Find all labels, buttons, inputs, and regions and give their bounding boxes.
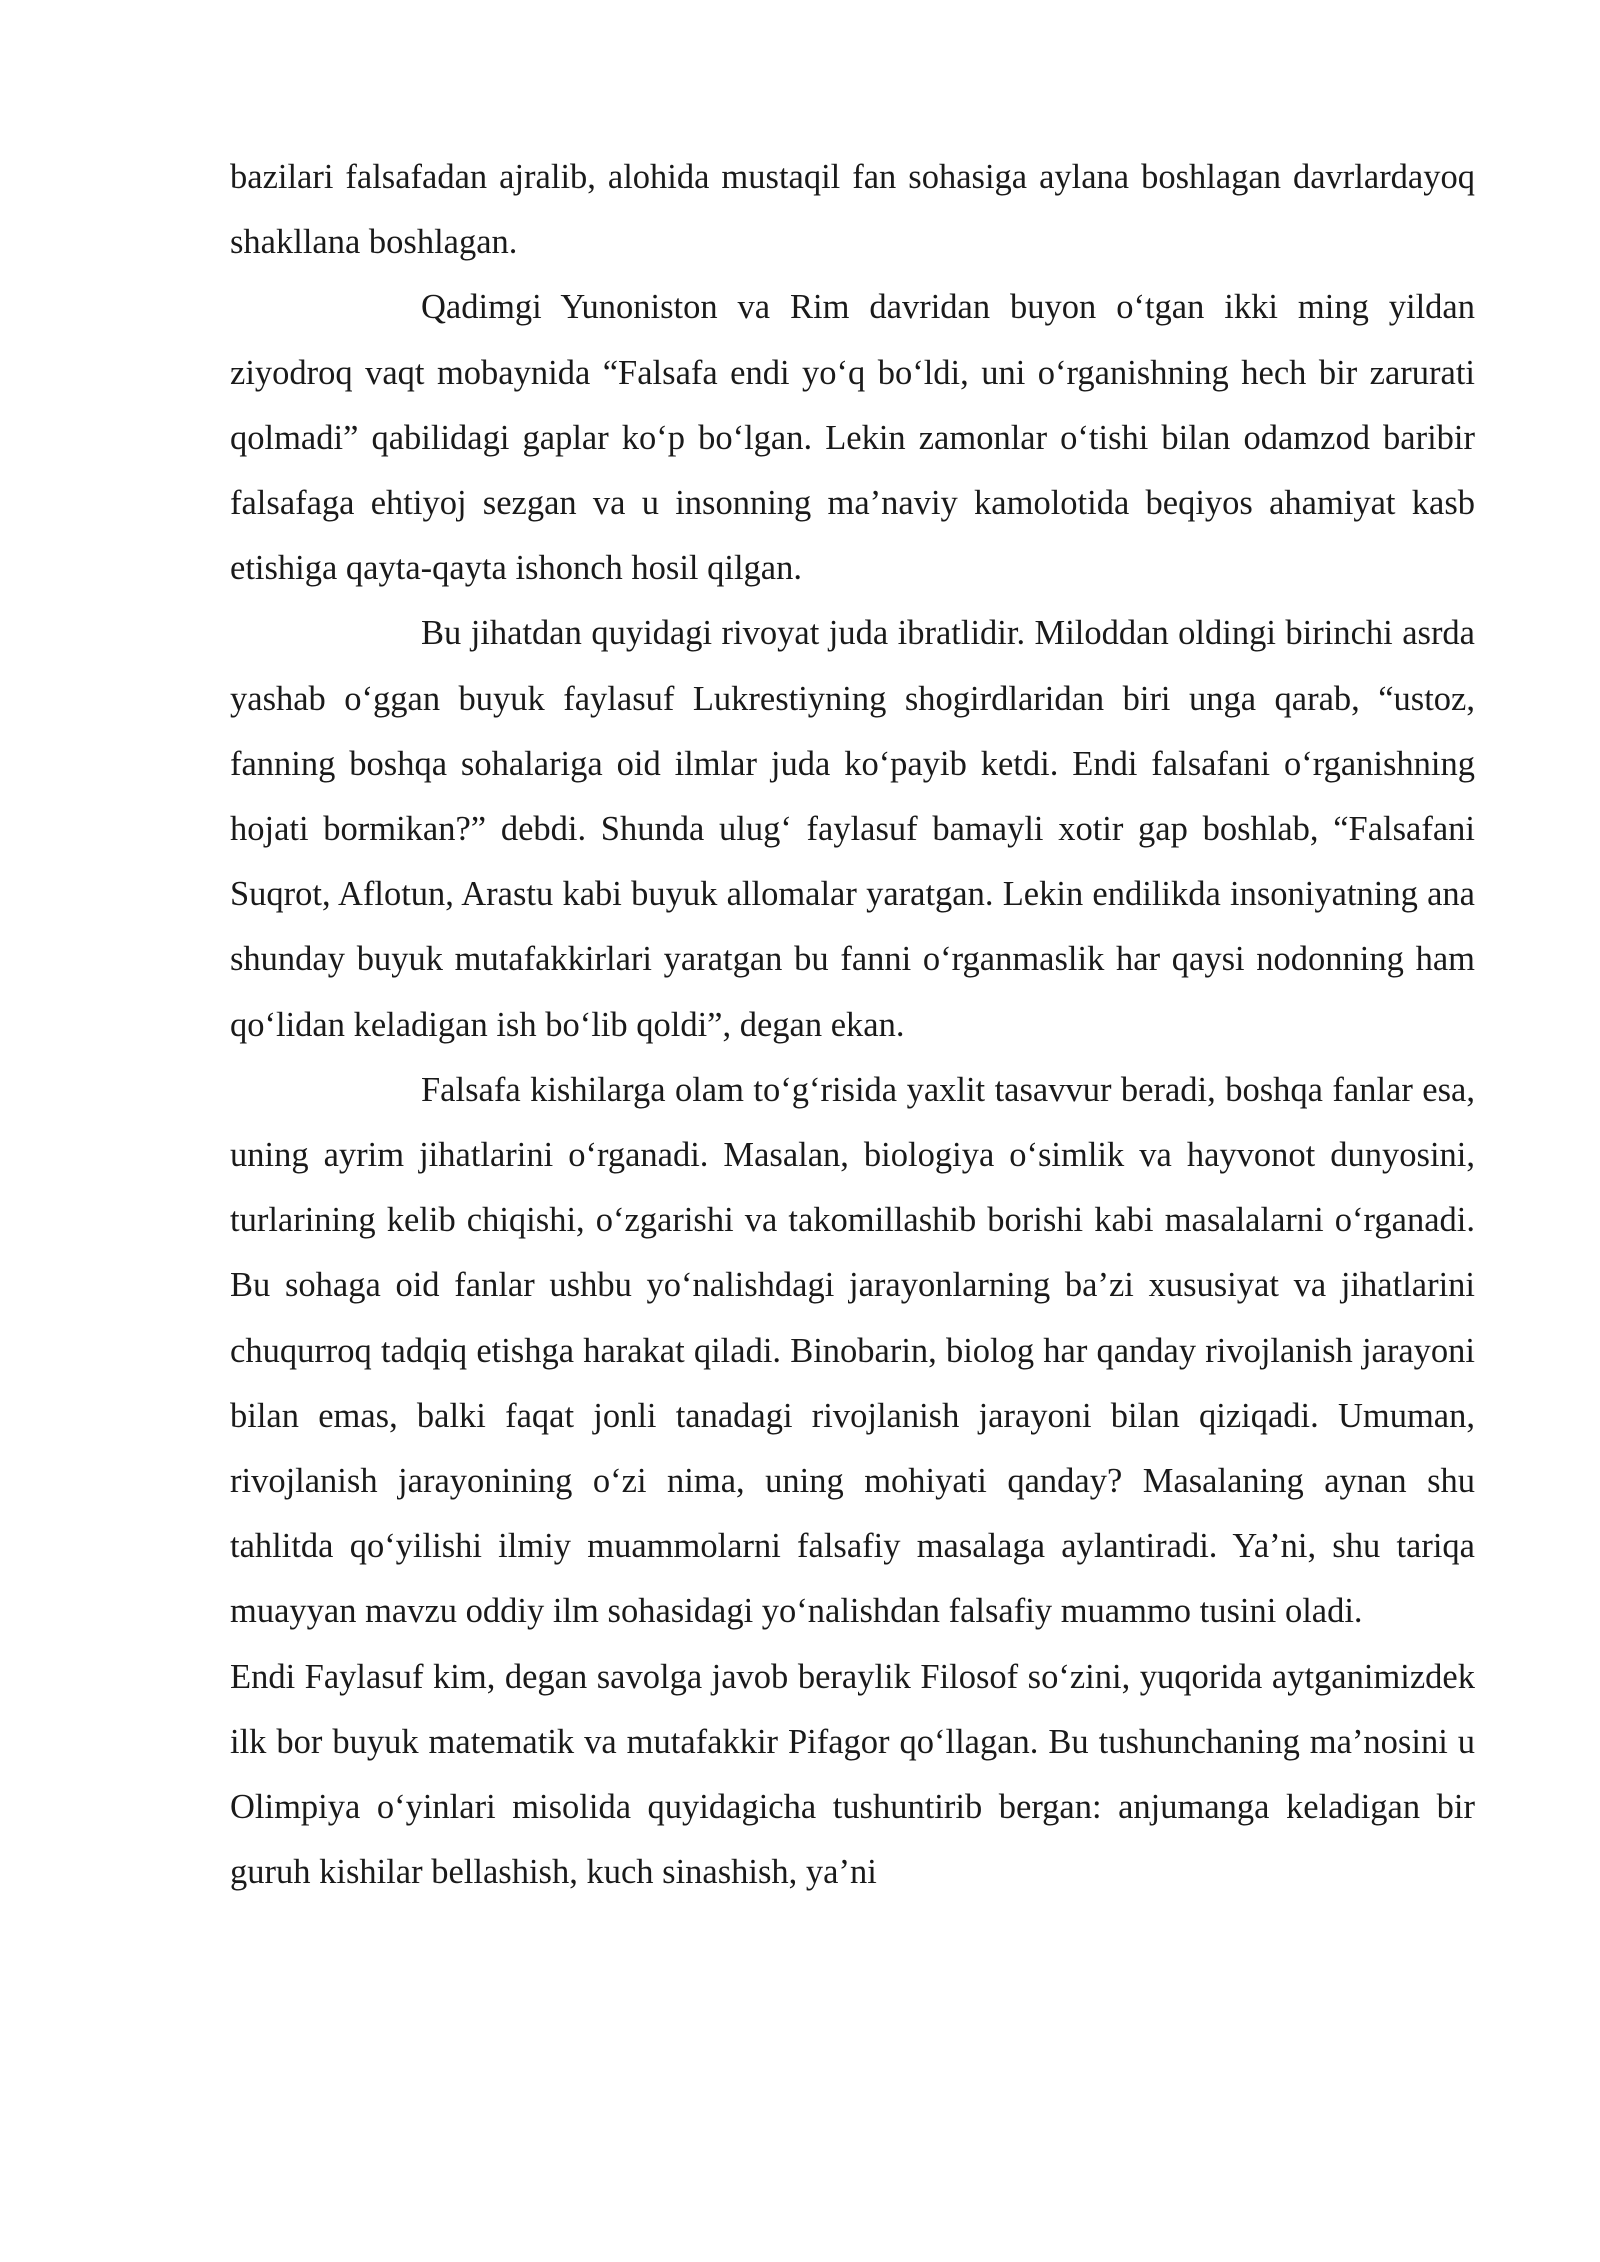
paragraph-3: Bu jihatdan quyidagi rivoyat juda ibratlidir. Miloddan oldingi birinchi asrda yashab o‘ggan buyuk faylasuf Lukrestiyning shogirdlaridan biri unga qarab, “ustoz, fanning boshqa sohalariga oid ilmlar juda ko‘payib ketdi. Endi falsafani o‘rganishning hojati bormikan?” debdi. Shunda ulug‘ faylasuf bamayli xotir gap boshlab, “Falsafani Suqrot, Aflotun, Arastu kabi buyuk allomalar yaratgan. Lekin endilikda insoniyatning ana shunday buyuk mutafakkirlari yaratgan bu fanni o‘rganmaslik har qaysi nodonning ham qo‘lidan keladigan ish bo‘lib qoldi”, degan ekan. xyxy=(230,614,1475,1044)
paragraph-5: Endi Faylasuf kim, degan savolga javob beraylik Filosof so‘zini, yuqorida aytganimizdek ilk bor buyuk matematik va mutafakkir Pifagor qo‘llagan. Bu tushunchaning ma’nosini u Olimpiya o‘yinlari misolida quyidagicha tushuntirib bergan: anjumanga keladigan bir guruh kishilar bellashish, kuch sinashish, ya’ni xyxy=(230,1657,1475,1892)
paragraph-2: Qadimgi Yunoniston va Rim davridan buyon o‘tgan ikki ming yildan ziyodroq vaqt mobaynida “Falsafa endi yo‘q bo‘ldi, uni o‘rganishning hech bir zarurati qolmadi” qabilidagi gaplar ko‘p bo‘lgan. Lekin zamonlar o‘tishi bilan odamzod baribir falsafaga ehtiyoj sezgan va u insonning ma’naviy kamolotida beqiyos ahamiyat kasb etishiga qayta-qayta ishonch hosil qilgan. xyxy=(230,288,1475,588)
paragraph-4: Falsafa kishilarga olam to‘g‘risida yaxlit tasavvur beradi, boshqa fanlar esa, uning ayrim jihatlarini o‘rganadi. Masalan, biologiya o‘simlik va hayvonot dunyosini, turlarining kelib chiqishi, o‘zgarishi va takomillashib borishi kabi masalalarni o‘rganadi. Bu sohaga oid fanlar ushbu yo‘nalishdagi jarayonlarning ba’zi xususiyat va jihatlarini chuqurroq tadqiq etishga harakat qiladi. Binobarin, biolog har qanday rivojlanish jarayoni bilan emas, balki faqat jonli tanadagi rivojlanish jarayoni bilan qiziqadi. Umuman, rivojlanish jarayonining o‘zi nima, uning mohiyati qanday? Masalaning aynan shu tahlitda qo‘yilishi ilmiy muammolarni falsafiy masalaga aylantiradi. Ya’ni, shu tariqa muayyan mavzu oddiy ilm sohasidagi yo‘nalishdan falsafiy muammo tusini oladi. xyxy=(230,1070,1475,1631)
paragraph-1: bazilari falsafadan ajralib, alohida mustaqil fan sohasiga aylana boshlagan davrlardayoq shakllana boshlagan. xyxy=(230,158,1475,262)
document-body xyxy=(230,145,1475,1905)
